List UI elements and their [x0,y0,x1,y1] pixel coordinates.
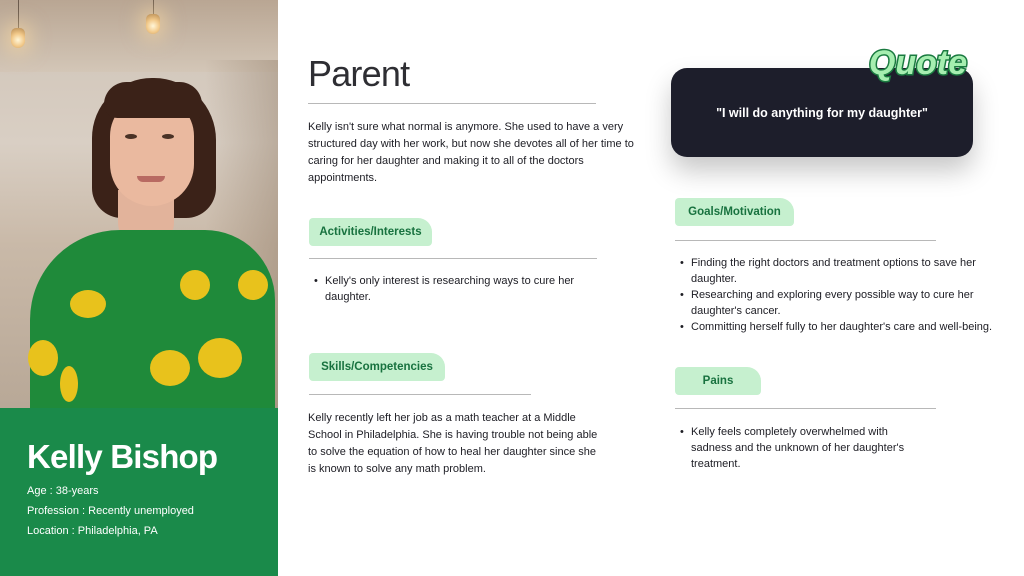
green-polka-dot-sweater [30,230,275,408]
quote-badge-label: Quote [868,44,968,82]
list-item: • Committing herself fully to her daughter's care and well-being. [675,319,995,335]
light-bulb-right [146,14,160,34]
quote-text: "I will do anything for my daughter" [716,105,928,120]
activities-list [309,273,609,305]
pains-heading: Pains [675,367,761,395]
activities-divider [309,258,597,259]
lamp-cord-left [18,0,19,28]
quote-badge-icon [857,36,979,86]
pains-list [675,424,975,472]
activities-heading: Activities/Interests [309,218,432,246]
light-bulb-left [11,28,25,48]
goals-divider [675,240,936,241]
persona-profession: Profession : Recently unemployed [27,505,194,517]
skills-divider [309,394,531,395]
page-title: Parent [308,53,410,94]
persona-photo [0,0,278,408]
portrait-mouth [137,176,165,182]
portrait-eye-left [125,134,137,139]
persona-location: Location : Philadelphia, PA [27,525,158,537]
portrait-eye-right [162,134,174,139]
skills-heading: Skills/Competencies [309,353,445,381]
portrait-fringe [104,82,202,118]
list-item: • Kelly's only interest is researching ways to cure her daughter. [309,273,609,305]
skills-text: Kelly recently left her job as a math teacher at a Middle School in Philadelphia. She is having trouble not being able to solve the equation of how to heal her daughter since she is known to solve any math problem. [308,412,598,475]
title-divider [308,103,596,104]
pains-divider [675,408,936,409]
persona-name: Kelly Bishop [27,438,218,475]
goals-heading: Goals/Motivation [675,198,794,226]
list-item: • Researching and exploring every possible way to cure her daughter's cancer. [675,287,995,319]
goals-list [675,255,995,335]
list-item: • Kelly feels completely overwhelmed with sadness and the unknown of her daughter's treatment. [675,424,975,472]
list-item: • Finding the right doctors and treatment options to save her daughter. [675,255,995,287]
persona-age: Age : 38-years [27,485,99,497]
lamp-cord-right [153,0,154,14]
persona-intro: Kelly isn't sure what normal is anymore. She used to have a very structured day with her work, but now she devotes all of her time to caring for her daughter and making it to all of the doctors appointments. [308,121,634,184]
